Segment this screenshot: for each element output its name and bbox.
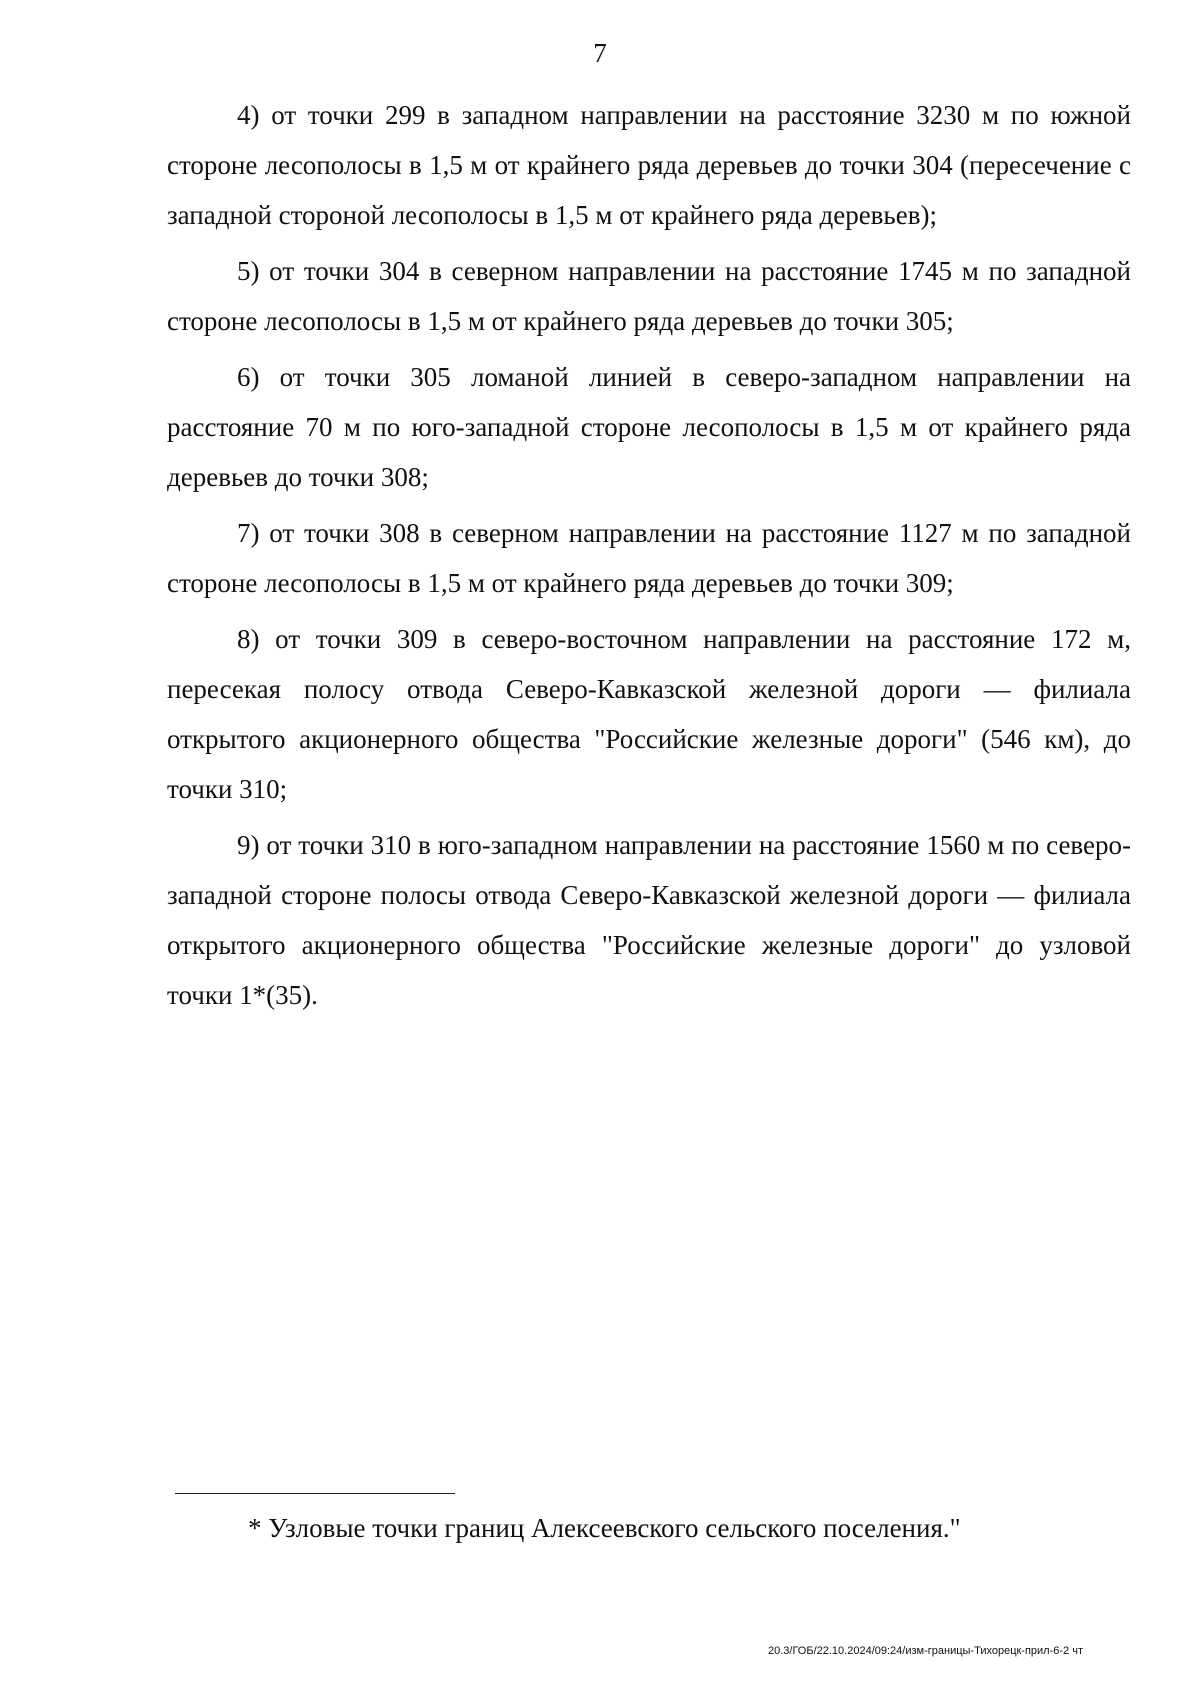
boundary-item-9: 9) от точки 310 в юго-западном направлении на расстояние 1560 м по северо-западной стороне полосы отвода Северо-Кавказской железной дороги — филиала открытого акционерного общества "Российские железные дороги" до узловой точки 1*(35).	[167, 830, 1131, 1010]
boundary-item-6: 6) от точки 305 ломаной линией в северо-западном направлении на расстояние 70 м по юго-западной стороне лесополосы в 1,5 м от крайнего ряда деревьев до точки 308;	[167, 362, 1131, 492]
boundary-item-5: 5) от точки 304 в северном направлении на расстояние 1745 м по западной стороне лесополосы в 1,5 м от крайнего ряда деревьев до точки 305;	[167, 256, 1131, 336]
boundary-item-8: 8) от точки 309 в северо-восточном направлении на расстояние 172 м, пересекая полосу отвода Северо-Кавказской железной дороги — филиала открытого акционерного общества "Российские железные дороги" (546 км), до точки 310;	[167, 624, 1131, 804]
footnote-divider	[175, 1493, 455, 1494]
document-stamp: 20.3/ГОБ/22.10.2024/09:24/изм-границы-Тихорецк-прил-6-2 чт	[768, 1645, 1083, 1657]
page-number: 7	[593, 38, 607, 68]
boundary-item-7: 7) от точки 308 в северном направлении на расстояние 1127 м по западной стороне лесополосы в 1,5 м от крайнего ряда деревьев до точки 309;	[167, 518, 1131, 598]
boundary-item-4: 4) от точки 299 в западном направлении на расстояние 3230 м по южной стороне лесополосы в 1,5 м от крайнего ряда деревьев до точки 304 (пересечение с западной стороной лесополосы в 1,5 м от крайнего ряда деревьев);	[167, 100, 1131, 230]
document-body	[167, 90, 1131, 1026]
footnote: * Узловые точки границ Алексеевского сельского поселения."	[248, 1513, 961, 1543]
